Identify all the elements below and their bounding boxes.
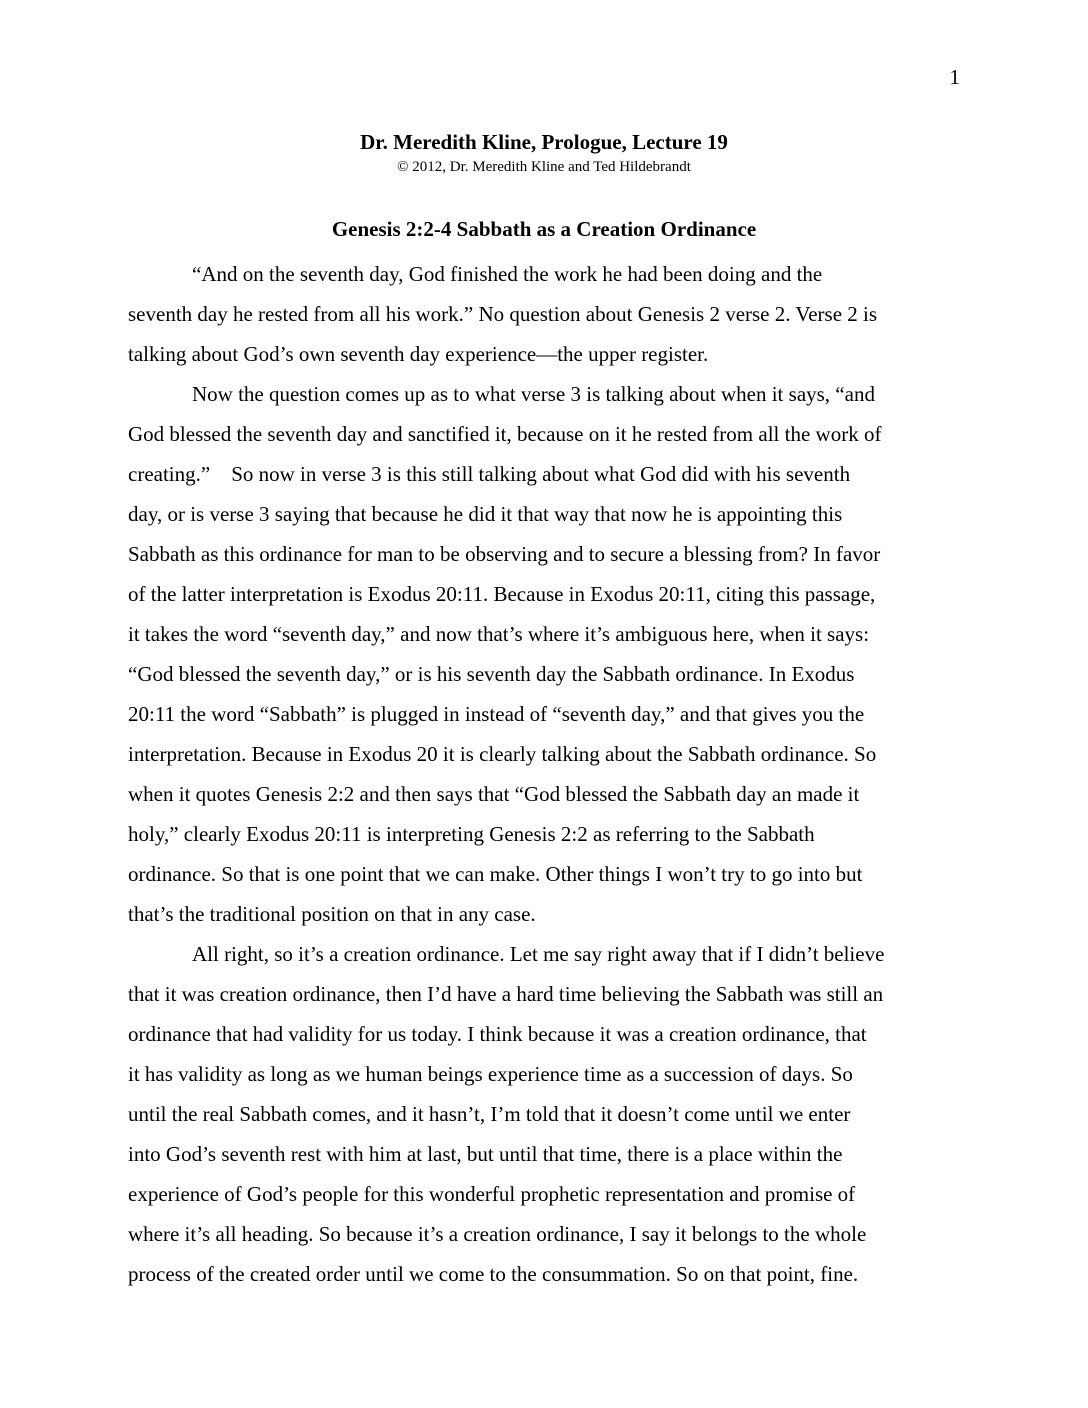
- text-line: Sabbath as this ordinance for man to be observing and to secure a blessing from? In favor: [128, 542, 881, 566]
- text-line: creating.” So now in verse 3 is this still talking about what God did with his seventh: [128, 462, 851, 486]
- text-line: God blessed the seventh day and sanctified it, because on it he rested from all the work of: [128, 422, 882, 446]
- text-line: of the latter interpretation is Exodus 20:11. Because in Exodus 20:11, citing this passage,: [128, 582, 876, 606]
- paragraph: [128, 934, 960, 1294]
- text-line: ordinance. So that is one point that we can make. Other things I won’t try to go into but: [128, 862, 863, 886]
- text-line: holy,” clearly Exodus 20:11 is interpreting Genesis 2:2 as referring to the Sabbath: [128, 822, 815, 846]
- text-line: Now the question comes up as to what verse 3 is talking about when it says, “and: [192, 382, 875, 406]
- text-line: day, or is verse 3 saying that because he did it that way that now he is appointing this: [128, 502, 843, 526]
- text-line: until the real Sabbath comes, and it hasn’t, I’m told that it doesn’t come until we enter: [128, 1102, 851, 1126]
- text-line: experience of God’s people for this wonderful prophetic representation and promise of: [128, 1182, 856, 1206]
- text-line: 20:11 the word “Sabbath” is plugged in instead of “seventh day,” and that gives you the: [128, 702, 865, 726]
- text-line: it has validity as long as we human beings experience time as a succession of days. So: [128, 1062, 853, 1086]
- text-line: when it quotes Genesis 2:2 and then says that “God blessed the Sabbath day an made it: [128, 782, 860, 806]
- text-line: that’s the traditional position on that in any case.: [128, 902, 536, 926]
- document-title: Dr. Meredith Kline, Prologue, Lecture 19: [360, 130, 728, 154]
- text-line: that it was creation ordinance, then I’d have a hard time believing the Sabbath was still an: [128, 982, 884, 1006]
- section-heading: Genesis 2:2-4 Sabbath as a Creation Ordinance: [331, 217, 757, 241]
- text-line: ordinance that had validity for us today. I think because it was a creation ordinance, that: [128, 1022, 867, 1046]
- text-line: All right, so it’s a creation ordinance. Let me say right away that if I didn’t believe: [192, 942, 885, 966]
- text-line: interpretation. Because in Exodus 20 it is clearly talking about the Sabbath ordinance. So: [128, 742, 877, 766]
- page-number: 1: [949, 65, 960, 89]
- paragraph: [128, 254, 960, 374]
- text-line: “And on the seventh day, God finished the work he had been doing and the: [192, 262, 823, 286]
- text-line: where it’s all heading. So because it’s a creation ordinance, I say it belongs to the whole: [128, 1222, 867, 1246]
- text-line: talking about God’s own seventh day experience—the upper register.: [128, 342, 709, 366]
- text-line: “God blessed the seventh day,” or is his seventh day the Sabbath ordinance. In Exodus: [128, 662, 855, 686]
- paragraph: [128, 374, 960, 934]
- text-line: seventh day he rested from all his work.” No question about Genesis 2 verse 2. Verse 2 is: [128, 302, 878, 326]
- copyright-line: © 2012, Dr. Meredith Kline and Ted Hildebrandt: [397, 159, 691, 175]
- text-line: it takes the word “seventh day,” and now that’s where it’s ambiguous here, when it says:: [128, 622, 870, 646]
- text-line: into God’s seventh rest with him at last, but until that time, there is a place within the: [128, 1142, 843, 1166]
- text-line: process of the created order until we come to the consummation. So on that point, fine.: [128, 1262, 859, 1286]
- document-body: [128, 254, 960, 1294]
